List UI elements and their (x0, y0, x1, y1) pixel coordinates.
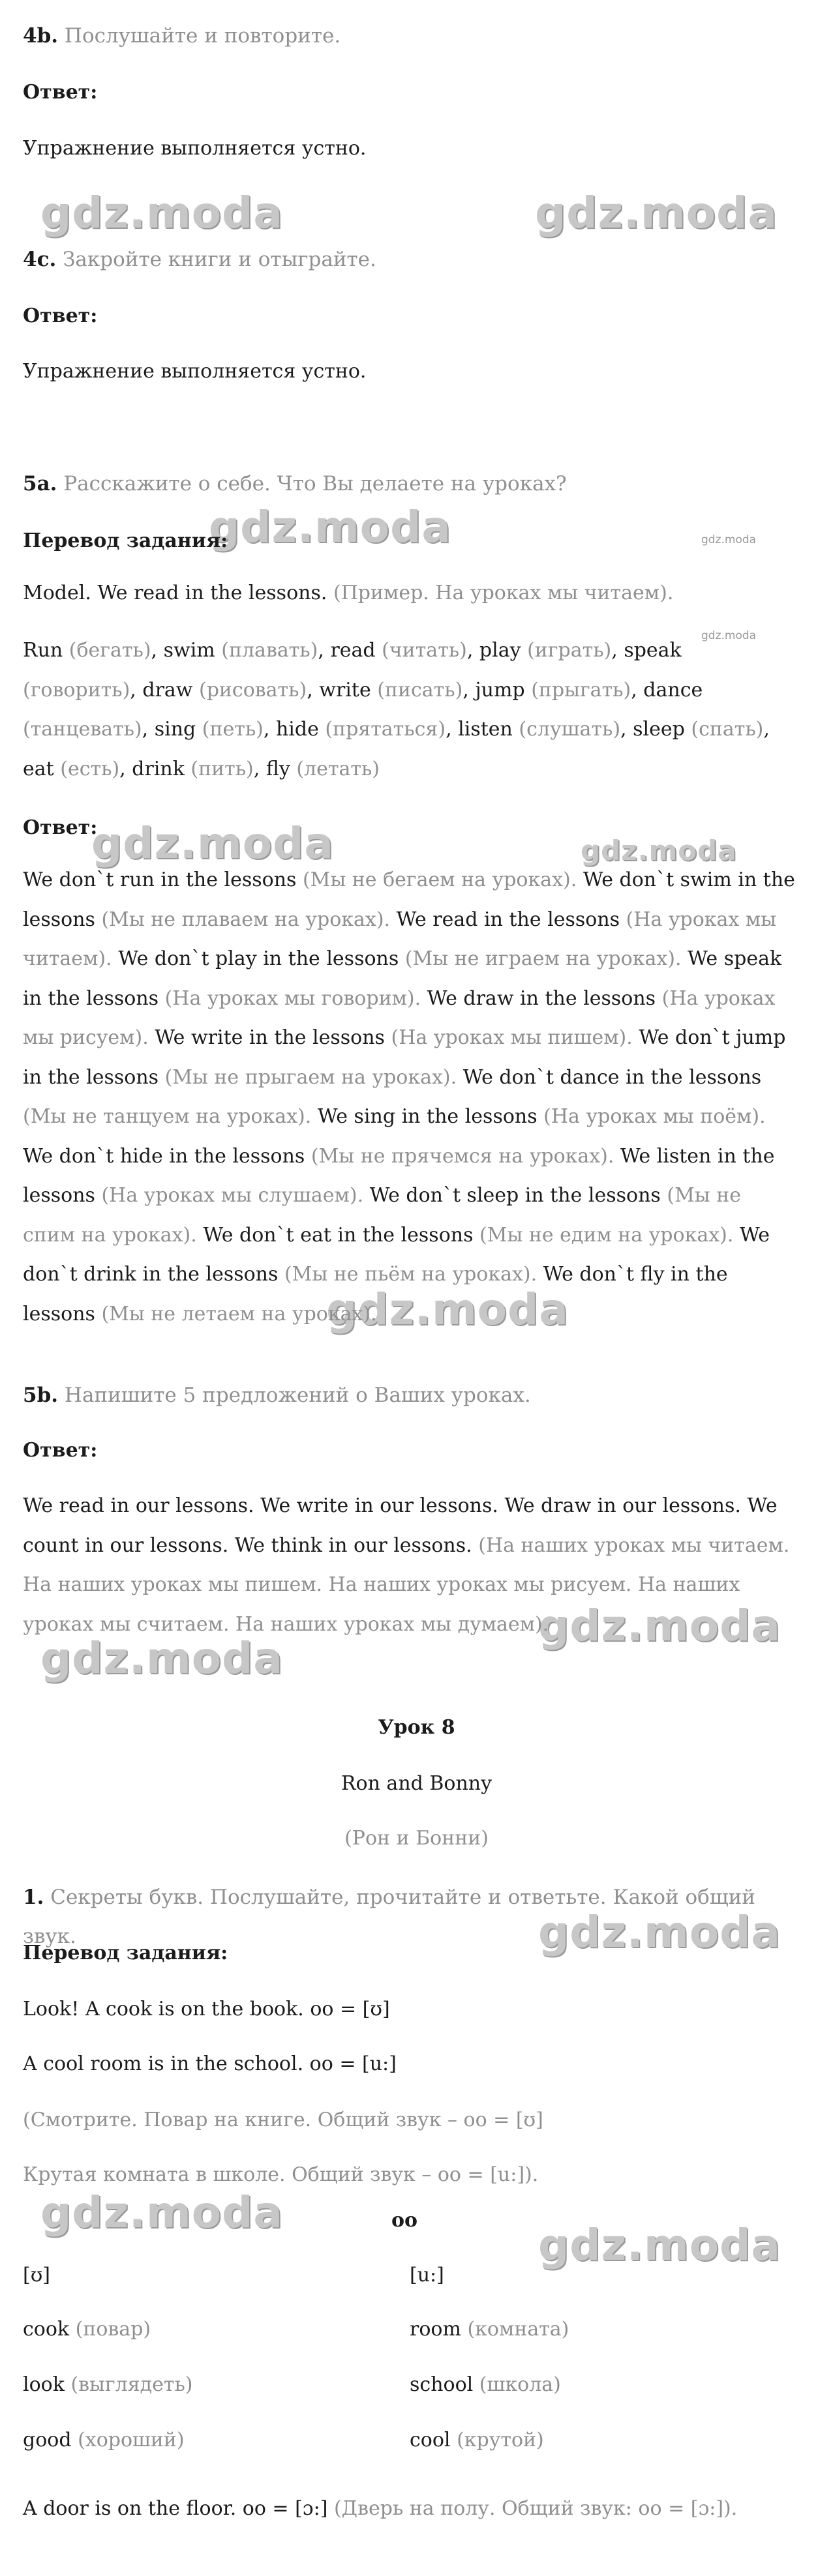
word-ru: (спать) (691, 718, 764, 741)
watermark: gdz.moda (40, 1633, 283, 1683)
ex5b-answer-label: Ответ: (23, 1439, 98, 1462)
word-en: draw (142, 678, 193, 702)
ex1-last-ru: (Дверь на полу. Общий звук: oo = [ɔ:]). (333, 2497, 738, 2520)
answer-sentence-ru: (Мы не прячемся на уроках). (310, 1144, 614, 1168)
word-en: room (410, 2318, 461, 2341)
ex4b-task-text: Послушайте и повторите. (64, 24, 341, 48)
word-ru: (играть) (527, 639, 612, 662)
watermark: gdz.moda (326, 1284, 569, 1335)
watermark: gdz.moda (538, 2220, 781, 2270)
watermark: gdz.moda (535, 188, 778, 238)
answer-sentence-ru: (На уроках мы говорим). (164, 986, 421, 1010)
ex1-col2-head: [u:] (410, 2264, 444, 2287)
ex1-line2: A cool room is in the school. oo = [u:] (23, 2052, 397, 2075)
answer-sentence-en: We speak in the lessons (23, 947, 782, 1010)
word-row (410, 2373, 561, 2396)
ex5a-word-list: Run (бегать), swim (плавать), read (читать), play (играть), speak (говорить), draw (рисовать), write (писать), jump (прыгать), dance (танцевать), sing (петь), hide (прятаться), listen (слушать), sleep (спать), eat (есть), drink (пить), fly (летать) (23, 639, 770, 780)
word-row (23, 2373, 192, 2396)
answer-sentence-en: We don`t fly in the lessons (23, 1263, 728, 1325)
answer-sentence-en: We don`t swim in the lessons (23, 868, 795, 931)
word-ru: (бегать) (68, 639, 151, 662)
ex4b-answer-label: Ответ: (23, 81, 98, 104)
word-row (23, 2429, 185, 2451)
ex5b-answer-en: We read in our lessons. We write in our lessons. We draw in our lessons. We count in our lessons. We think in our lessons. (23, 1494, 778, 1557)
answer-sentence-ru: (Мы не едим на уроках). (479, 1223, 734, 1247)
word-en: good (23, 2429, 72, 2451)
word-en: eat (23, 757, 54, 780)
watermark: gdz.moda (40, 188, 283, 238)
ex5a-translation-label: Перевод задания: (23, 529, 228, 552)
word-ru: (говорить) (23, 678, 130, 702)
word-row (410, 2429, 544, 2451)
word-en: cook (23, 2318, 70, 2341)
word-en: jump (475, 678, 525, 702)
ex4c-task-text: Закройте книги и отыграйте. (63, 248, 376, 271)
watermark-small: gdz.moda (701, 533, 757, 546)
ex5b-answer-ru: (На наших уроках мы читаем. На наших уроках мы пишем. На наших уроках мы рисуем. На наших уроках мы считаем. На наших уроках мы думаем). (23, 1533, 790, 1636)
word-ru: (рисовать) (199, 678, 307, 702)
ex1-line4: Крутая комната в школе. Общий звук – oo = [u:]). (23, 2163, 539, 2186)
ex1-translation-label: Перевод задания: (23, 1942, 228, 1964)
word-en: Run (23, 639, 63, 662)
ex5a-task (23, 464, 806, 503)
ex4b-answer: Упражнение выполняется устно. (23, 137, 367, 160)
word-en: swim (163, 639, 215, 662)
ex5b-answer (23, 1487, 796, 1644)
ex4c-number: 4c. (23, 248, 57, 271)
ex5a-task-text: Расскажите о себе. Что Вы делаете на уроках? (63, 472, 567, 496)
word-en: look (23, 2373, 65, 2396)
ex5b-number: 5b. (23, 1384, 59, 1407)
answer-sentence-ru: (Мы не играем на уроках). (404, 947, 682, 970)
ex5b-task (23, 1376, 806, 1415)
ex4c-task (23, 240, 806, 279)
answer-sentence-ru: (Мы не пьём на уроках). (284, 1263, 538, 1286)
word-ru: (пить) (190, 757, 254, 780)
answer-sentence-ru: (Мы не бегаем на уроках). (302, 868, 577, 891)
ex1-last-en: A door is on the floor. oo = [ɔ:] (23, 2497, 328, 2520)
word-row (23, 2318, 151, 2341)
answer-sentence-ru: (На уроках мы читаем). (23, 908, 777, 970)
word-ru: (слушать) (519, 718, 621, 741)
word-en: dance (643, 678, 703, 702)
lesson-subtitle-ru: (Рон и Бонни) (344, 1827, 489, 1850)
word-ru: (комната) (467, 2318, 569, 2341)
word-en: speak (624, 639, 682, 662)
ex1-line1: Look! A cook is on the book. oo = [ʊ] (23, 1998, 390, 2021)
word-ru: (плавать) (221, 639, 318, 662)
lesson-title: Урок 8 (378, 1716, 455, 1739)
ex1-table-head: oo (391, 2209, 418, 2232)
word-en: school (410, 2373, 474, 2396)
ex1-last-line (23, 2489, 806, 2528)
ex1-task-text: Секреты букв. Послушайте, прочитайте и ответьте. Какой общий звук. (23, 1886, 755, 1948)
answer-sentence-ru: (На уроках мы слушаем). (101, 1184, 364, 1207)
ex1-col1-head: [ʊ] (23, 2264, 51, 2287)
answer-sentence-en: We don`t run in the lessons (23, 868, 297, 891)
answer-sentence-en: We listen in the lessons (23, 1144, 775, 1207)
word-ru: (читать) (382, 639, 467, 662)
word-en: cool (410, 2429, 451, 2451)
watermark: gdz.moda (538, 1907, 781, 1957)
word-en: read (330, 639, 376, 662)
answer-sentence-ru: (На уроках мы рисуем). (23, 986, 776, 1049)
word-en: listen (458, 718, 513, 741)
answer-sentence-en: We don`t drink in the lessons (23, 1223, 770, 1286)
watermark: gdz.moda (91, 818, 334, 868)
word-ru: (прыгать) (531, 678, 631, 702)
word-en: play (479, 639, 521, 662)
answer-sentence-ru: (На уроках мы пишем). (391, 1026, 633, 1049)
word-en: hide (275, 718, 319, 741)
word-ru: (школа) (479, 2373, 561, 2396)
answer-sentence-en: We sing in the lessons (317, 1105, 538, 1128)
answer-sentence-en: We write in the lessons (155, 1026, 385, 1049)
ex5a-answer (23, 861, 796, 1334)
word-ru: (петь) (202, 718, 264, 741)
ex5a-number: 5a. (23, 472, 57, 496)
answer-sentence-ru: (На уроках мы поём). (543, 1105, 766, 1128)
answer-sentence-ru: (Мы не танцуем на уроках). (23, 1105, 312, 1128)
answer-sentence-en: We don`t dance in the lessons (462, 1065, 762, 1089)
word-en: sleep (633, 718, 685, 741)
lesson-subtitle: Ron and Bonny (341, 1772, 492, 1795)
ex4c-answer-label: Ответ: (23, 304, 98, 327)
answer-sentence-en: We draw in the lessons (427, 986, 656, 1010)
ex4c-answer: Упражнение выполняется устно. (23, 360, 367, 383)
word-ru: (повар) (75, 2318, 151, 2341)
word-ru: (выглядеть) (70, 2373, 193, 2396)
ex5a-model-ru: (Пример. На уроках мы читаем). (333, 582, 674, 604)
word-ru: (писать) (377, 678, 463, 702)
answer-sentence-ru: (Мы не прыгаем на уроках). (164, 1065, 457, 1089)
answer-sentence-ru: (Мы не летаем на уроках). (101, 1302, 377, 1325)
answer-sentence-ru: (Мы не плаваем на уроках). (101, 908, 391, 931)
ex1-line3: (Смотрите. Повар на книге. Общий звук – oo = [ʊ] (23, 2109, 543, 2131)
answer-sentence-en: We don`t play in the lessons (118, 947, 399, 970)
word-ru: (летать) (296, 757, 380, 780)
answer-sentence-ru: (Мы не спим на уроках). (23, 1184, 741, 1247)
ex5a-model (23, 574, 806, 613)
word-ru: (прятаться) (325, 718, 446, 741)
word-ru: (есть) (60, 757, 120, 780)
watermark: gdz.moda (581, 835, 737, 866)
answer-sentence-en: We don`t sleep in the lessons (369, 1184, 661, 1207)
ex4b-task (23, 16, 806, 55)
ex1-number: 1. (23, 1886, 44, 1909)
word-en: write (319, 678, 371, 702)
answer-sentence-en: We read in the lessons (396, 908, 620, 931)
ex4b-number: 4b. (23, 24, 59, 48)
ex5a-answer-label: Ответ: (23, 816, 98, 839)
word-row (410, 2318, 569, 2341)
answer-sentence-en: We don`t eat in the lessons (203, 1223, 474, 1247)
watermark: gdz.moda (538, 1601, 781, 1651)
watermark-small: gdz.moda (701, 629, 757, 642)
word-en: drink (132, 757, 185, 780)
watermark: gdz.moda (40, 2187, 283, 2238)
answer-sentence-en: We don`t jump in the lessons (23, 1026, 786, 1089)
answer-sentence-en: We don`t hide in the lessons (23, 1144, 305, 1168)
word-en: sing (154, 718, 196, 741)
word-ru: (танцевать) (23, 718, 142, 741)
ex5a-model-en: Model. We read in the lessons. (23, 582, 327, 604)
word-ru: (хороший) (78, 2429, 185, 2451)
watermark: gdz.moda (209, 502, 451, 552)
ex5b-task-text: Напишите 5 предложений о Ваших уроках. (64, 1384, 531, 1407)
word-ru: (крутой) (457, 2429, 544, 2451)
word-en: fly (265, 757, 290, 780)
